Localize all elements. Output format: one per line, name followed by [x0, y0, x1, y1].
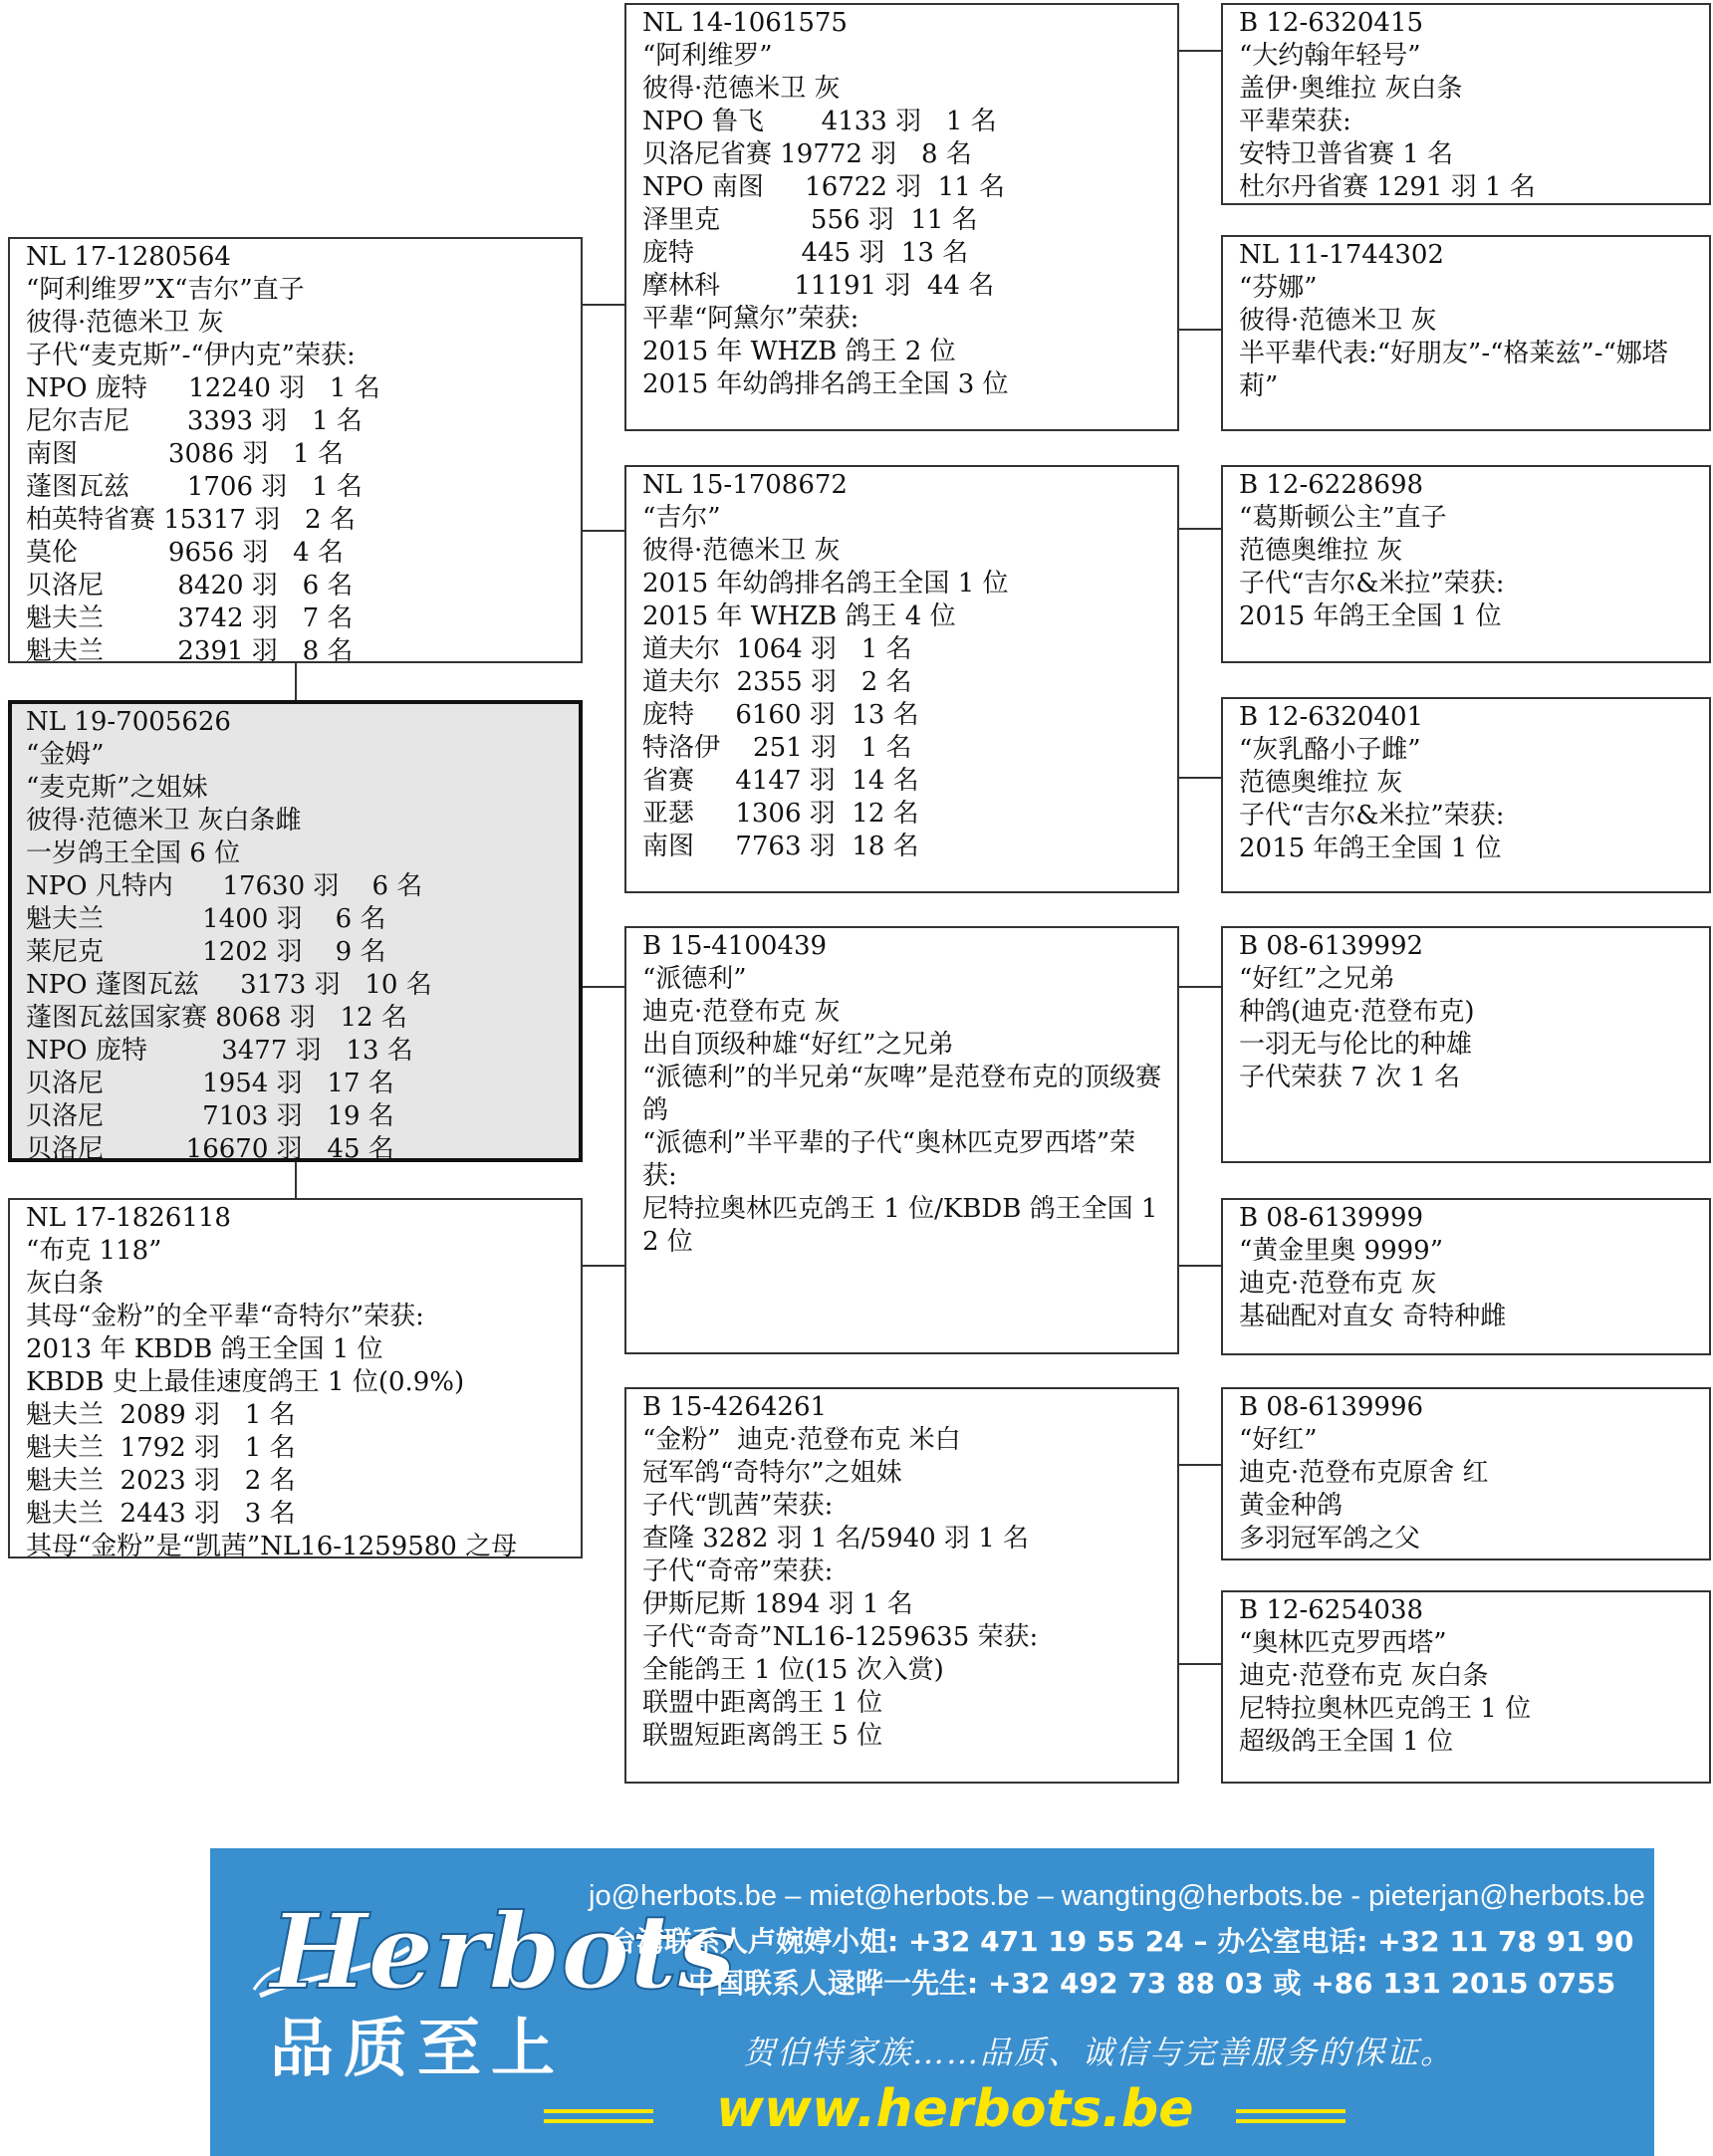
- pedigree-line: “派德利”: [642, 964, 747, 994]
- pedigree-line: 平辈“阿黛尔”荣获:: [642, 304, 859, 334]
- pedigree-line: 2015 年鸽王全国 1 位: [1239, 601, 1502, 631]
- pedigree-line: 冠军鸽“奇特尔”之姐妹: [642, 1458, 902, 1488]
- pedigree-line: 出自顶级种雄“好红”之兄弟: [642, 1030, 954, 1060]
- pedigree-line: 基础配对直女 奇特种雌: [1239, 1302, 1507, 1331]
- pedigree-line: “灰乳酪小子雌”: [1239, 735, 1421, 765]
- china-contact: 中国联系人逯晔一先生: +32 492 73 88 03 或 +86 131 2015 0755: [688, 1967, 1616, 2000]
- decorative-line-left: [544, 2109, 653, 2113]
- pedigree-line: 平辈荣获:: [1239, 107, 1351, 136]
- connector-line: [1177, 1265, 1222, 1267]
- pedigree-line: 全能鸽王 1 位(15 次入赏): [642, 1655, 944, 1685]
- result-line: 泽里克 556 羽 11 名: [642, 205, 978, 235]
- ancestor-card-7: [1221, 1387, 1711, 1560]
- result-line: 魁夫兰 2443 羽 3 名: [26, 1499, 296, 1529]
- pedigree-line: 子代“吉尔&米拉”荣获:: [1239, 569, 1505, 599]
- ring-number: NL 19-7005626: [26, 707, 231, 737]
- logo-text: Herbots: [270, 1890, 736, 2013]
- result-line: 莱尼克 1202 羽 9 名: [26, 937, 386, 967]
- result-line: 庞特 6160 羽 13 名: [642, 700, 919, 730]
- result-line: 尼尔吉尼 3393 羽 1 名: [26, 406, 363, 436]
- pedigree-line: 杜尔丹省赛 1291 羽 1 名: [1239, 172, 1536, 202]
- pedigree-line: “阿利维罗”: [642, 41, 773, 71]
- connector-line: [1177, 528, 1222, 530]
- connector-line: [581, 304, 625, 306]
- decorative-line-left: [544, 2119, 653, 2123]
- pedigree-line: 范德奥维拉 灰: [1239, 536, 1403, 566]
- result-line: NPO 庞特 12240 羽 1 名: [26, 373, 380, 403]
- pedigree-line: “吉尔”: [642, 503, 721, 533]
- pedigree-line: “派德利”的半兄弟“灰啤”是范登布克的顶级赛鸽: [642, 1063, 1162, 1125]
- pedigree-line: 子代“凯茜”荣获:: [642, 1491, 834, 1521]
- decorative-line-right: [1236, 2109, 1346, 2113]
- dam-card: [8, 1198, 583, 1561]
- ring-number: B 08-6139996: [1239, 1392, 1424, 1422]
- pedigree-line: “金姆”: [26, 740, 105, 770]
- result-line: 贝洛尼 8420 羽 6 名: [26, 571, 354, 600]
- pedigree-line: 尼特拉奥林匹克鸽王 1 位/KBDB 鸽王全国 12 位: [642, 1194, 1158, 1257]
- result-line: 魁夫兰 1792 羽 1 名: [26, 1433, 296, 1463]
- ring-number: B 12-6228698: [1239, 470, 1424, 500]
- ring-number: B 12-6320401: [1239, 702, 1424, 732]
- pedigree-line: “好红”: [1239, 1425, 1318, 1455]
- pedigree-line: 超级鸽王全国 1 位: [1239, 1727, 1454, 1757]
- pedigree-line: 安特卫普省赛 1 名: [1239, 139, 1454, 169]
- pedigree-line: “阿利维罗”X“吉尔”直子: [26, 275, 305, 305]
- pedigree-line: 2015 年 WHZB 鸽王 2 位: [642, 337, 956, 366]
- ring-number: NL 15-1708672: [642, 470, 848, 500]
- pedigree-line: 尼特拉奥林匹克鸽王 1 位: [1239, 1694, 1532, 1724]
- pedigree-line: 彼得·范德米卫 灰: [642, 74, 841, 104]
- decorative-line-right: [1236, 2119, 1346, 2123]
- pedigree-line: 联盟中距离鸽王 1 位: [642, 1688, 883, 1718]
- pedigree-line: 多羽冠军鸽之父: [1239, 1524, 1421, 1554]
- result-line: NPO 庞特 3477 羽 13 名: [26, 1036, 413, 1066]
- pedigree-line: “金粉” 迪克·范登布克 米白: [642, 1425, 961, 1455]
- ring-number: B 12-6254038: [1239, 1595, 1424, 1625]
- result-line: 伊斯尼斯 1894 羽 1 名: [642, 1589, 913, 1619]
- result-line: NPO 鲁飞 4133 羽 1 名: [642, 107, 997, 136]
- connector-line: [581, 1265, 625, 1267]
- result-line: 蓬图瓦兹 1706 羽 1 名: [26, 472, 363, 502]
- pedigree-line: 种鸽(迪克·范登布克): [1239, 997, 1475, 1027]
- pedigree-line: “布克 118”: [26, 1236, 162, 1266]
- pedigree-line: 子代荣获 7 次 1 名: [1239, 1063, 1461, 1092]
- result-line: NPO 南图 16722 羽 11 名: [642, 172, 1006, 202]
- result-line: 特洛伊 251 羽 1 名: [642, 733, 912, 763]
- taiwan-contact: 台湾联系人卢婉婷小姐: +32 471 19 55 24 – 办公室电话: +32 11 78 91 90: [609, 1925, 1634, 1958]
- ancestor-card-8: [1221, 1590, 1711, 1784]
- ancestor-card-1: [1221, 3, 1711, 205]
- connector-line: [1177, 50, 1222, 52]
- pedigree-line: 灰白条: [26, 1269, 105, 1299]
- result-line: 莫伦 9656 羽 4 名: [26, 538, 344, 568]
- result-line: 道夫尔 1064 羽 1 名: [642, 634, 912, 664]
- result-line: 摩林科 11191 羽 44 名: [642, 271, 995, 301]
- slogan: 品质至上: [270, 2013, 565, 2086]
- ancestor-card-5: [1221, 926, 1711, 1163]
- pedigree-line: 联盟短距离鸽王 5 位: [642, 1721, 883, 1751]
- pedigree-line: 2015 年 WHZB 鸽王 4 位: [642, 601, 956, 631]
- pedigree-line: 迪克·范登布克 灰: [1239, 1269, 1437, 1299]
- pedigree-line: 盖伊·奥维拉 灰白条: [1239, 74, 1463, 104]
- ancestor-card-6: [1221, 1198, 1711, 1355]
- ring-number: B 15-4264261: [642, 1392, 828, 1422]
- pedigree-line: 子代“奇帝”荣获:: [642, 1557, 834, 1586]
- dam-sire-card: [624, 926, 1179, 1354]
- connector-line: [1177, 986, 1222, 988]
- result-line: 南图 3086 羽 1 名: [26, 439, 344, 469]
- result-line: 贝洛尼省赛 19772 羽 8 名: [642, 139, 972, 169]
- pedigree-line: 2015 年幼鸽排名鸽王全国 1 位: [642, 569, 1009, 599]
- subject-card: [8, 700, 583, 1162]
- connector-line: [1177, 777, 1222, 779]
- website-link[interactable]: www.herbots.be: [716, 2079, 1194, 2139]
- connector-line: [581, 986, 625, 988]
- result-line: 道夫尔 2355 羽 2 名: [642, 667, 912, 697]
- result-line: 省赛 4147 羽 14 名: [642, 766, 919, 796]
- email-addresses: jo@herbots.be – miet@herbots.be – wangting@herbots.be - pieterjan@herbots.be: [589, 1880, 1645, 1912]
- pedigree-line: 2013 年 KBDB 鸽王全国 1 位: [26, 1334, 383, 1364]
- ring-number: B 08-6139999: [1239, 1203, 1424, 1233]
- pedigree-line: 2015 年鸽王全国 1 位: [1239, 834, 1502, 863]
- contact-banner: [210, 1848, 1654, 2156]
- pedigree-line: “奥林匹克罗西塔”: [1239, 1628, 1447, 1658]
- pedigree-line: 子代“吉尔&米拉”荣获:: [1239, 801, 1505, 831]
- pedigree-line: “派德利”半平辈的子代“奥林匹克罗西塔”荣获:: [642, 1128, 1136, 1191]
- result-line: 亚瑟 1306 羽 12 名: [642, 799, 919, 829]
- pedigree-line: KBDB 史上最佳速度鸽王 1 位(0.9%): [26, 1367, 465, 1397]
- result-line: 魁夫兰 1400 羽 6 名: [26, 904, 386, 934]
- result-line: 查隆 3282 羽 1 名/5940 羽 1 名: [642, 1524, 1030, 1554]
- ring-number: B 12-6320415: [1239, 8, 1424, 38]
- pedigree-line: “好红”之兄弟: [1239, 964, 1395, 994]
- pedigree-line: 彼得·范德米卫 灰: [1239, 306, 1437, 336]
- ring-number: B 08-6139992: [1239, 931, 1424, 961]
- ancestor-card-3: [1221, 465, 1711, 663]
- result-line: 蓬图瓦兹国家赛 8068 羽 12 名: [26, 1003, 407, 1033]
- result-line: 南图 7763 羽 18 名: [642, 832, 919, 861]
- ring-number: NL 11-1744302: [1239, 240, 1444, 270]
- sire-sire-card: [624, 3, 1179, 431]
- pedigree-line: 一羽无与伦比的种雄: [1239, 1030, 1473, 1060]
- pedigree-line: 其母“金粉”是“凯茜”NL16-1259580 之母: [26, 1532, 518, 1561]
- pedigree-line: “芬娜”: [1239, 273, 1318, 303]
- pedigree-line: 彼得·范德米卫 灰: [642, 536, 841, 566]
- pedigree-line: “麦克斯”之姐妹: [26, 773, 208, 803]
- pedigree-line: “大约翰年轻号”: [1239, 41, 1421, 71]
- result-line: NPO 凡特内 17630 羽 6 名: [26, 871, 423, 901]
- pedigree-line: 范德奥维拉 灰: [1239, 768, 1403, 798]
- connector-line: [1177, 329, 1222, 331]
- pedigree-line: 一岁鸽王全国 6 位: [26, 838, 241, 868]
- pedigree-line: 迪克·范登布克 灰: [642, 997, 841, 1027]
- pedigree-line: 彼得·范德米卫 灰白条雌: [26, 806, 302, 836]
- result-line: 柏英特省赛 15317 羽 2 名: [26, 505, 356, 535]
- pedigree-line: 黄金种鸽: [1239, 1491, 1344, 1521]
- pedigree-line: 半平辈代表:“好朋友”-“格莱兹”-“娜塔莉”: [1239, 339, 1668, 401]
- pedigree-line: “葛斯顿公主”直子: [1239, 503, 1447, 533]
- result-line: 魁夫兰 2391 羽 8 名: [26, 636, 354, 666]
- ring-number: NL 17-1826118: [26, 1203, 231, 1233]
- result-line: 魁夫兰 2023 羽 2 名: [26, 1466, 296, 1496]
- ancestor-card-4: [1221, 697, 1711, 893]
- result-line: 魁夫兰 2089 羽 1 名: [26, 1400, 296, 1430]
- connector-line: [1177, 1464, 1222, 1466]
- pedigree-line: “黄金里奥 9999”: [1239, 1236, 1444, 1266]
- pedigree-line: 2015 年幼鸽排名鸽王全国 3 位: [642, 369, 1009, 399]
- connector-line: [1177, 1663, 1222, 1665]
- pedigree-line: 子代“奇奇”NL16-1259635 荣获:: [642, 1622, 1039, 1652]
- sire-card: [8, 237, 583, 666]
- result-line: 庞特 445 羽 13 名: [642, 238, 969, 268]
- result-line: 贝洛尼 1954 羽 17 名: [26, 1069, 394, 1098]
- connector-line: [581, 530, 625, 532]
- result-line: 贝洛尼 7103 羽 19 名: [26, 1101, 394, 1131]
- pedigree-line: 迪克·范登布克原舍 红: [1239, 1458, 1489, 1488]
- sire-dam-card: [624, 465, 1179, 893]
- tagline: 贺伯特家族……品质、诚信与完善服务的保证。: [743, 2034, 1455, 2071]
- pedigree-line: 彼得·范德米卫 灰: [26, 308, 224, 338]
- pedigree-line: 子代“麦克斯”-“伊内克”荣获:: [26, 341, 356, 370]
- pedigree-line: 其母“金粉”的全平辈“奇特尔”荣获:: [26, 1302, 424, 1331]
- connector-line: [295, 1161, 297, 1199]
- result-line: NPO 蓬图瓦兹 3173 羽 10 名: [26, 970, 432, 1000]
- connector-line: [295, 662, 297, 702]
- result-line: 魁夫兰 3742 羽 7 名: [26, 603, 354, 633]
- dam-dam-card: [624, 1387, 1179, 1784]
- ring-number: NL 17-1280564: [26, 242, 231, 272]
- ancestor-card-2: [1221, 235, 1711, 431]
- ring-number: B 15-4100439: [642, 931, 828, 961]
- result-line: 贝洛尼 16670 羽 45 名: [26, 1134, 394, 1164]
- pedigree-line: 迪克·范登布克 灰白条: [1239, 1661, 1489, 1691]
- ring-number: NL 14-1061575: [642, 8, 848, 38]
